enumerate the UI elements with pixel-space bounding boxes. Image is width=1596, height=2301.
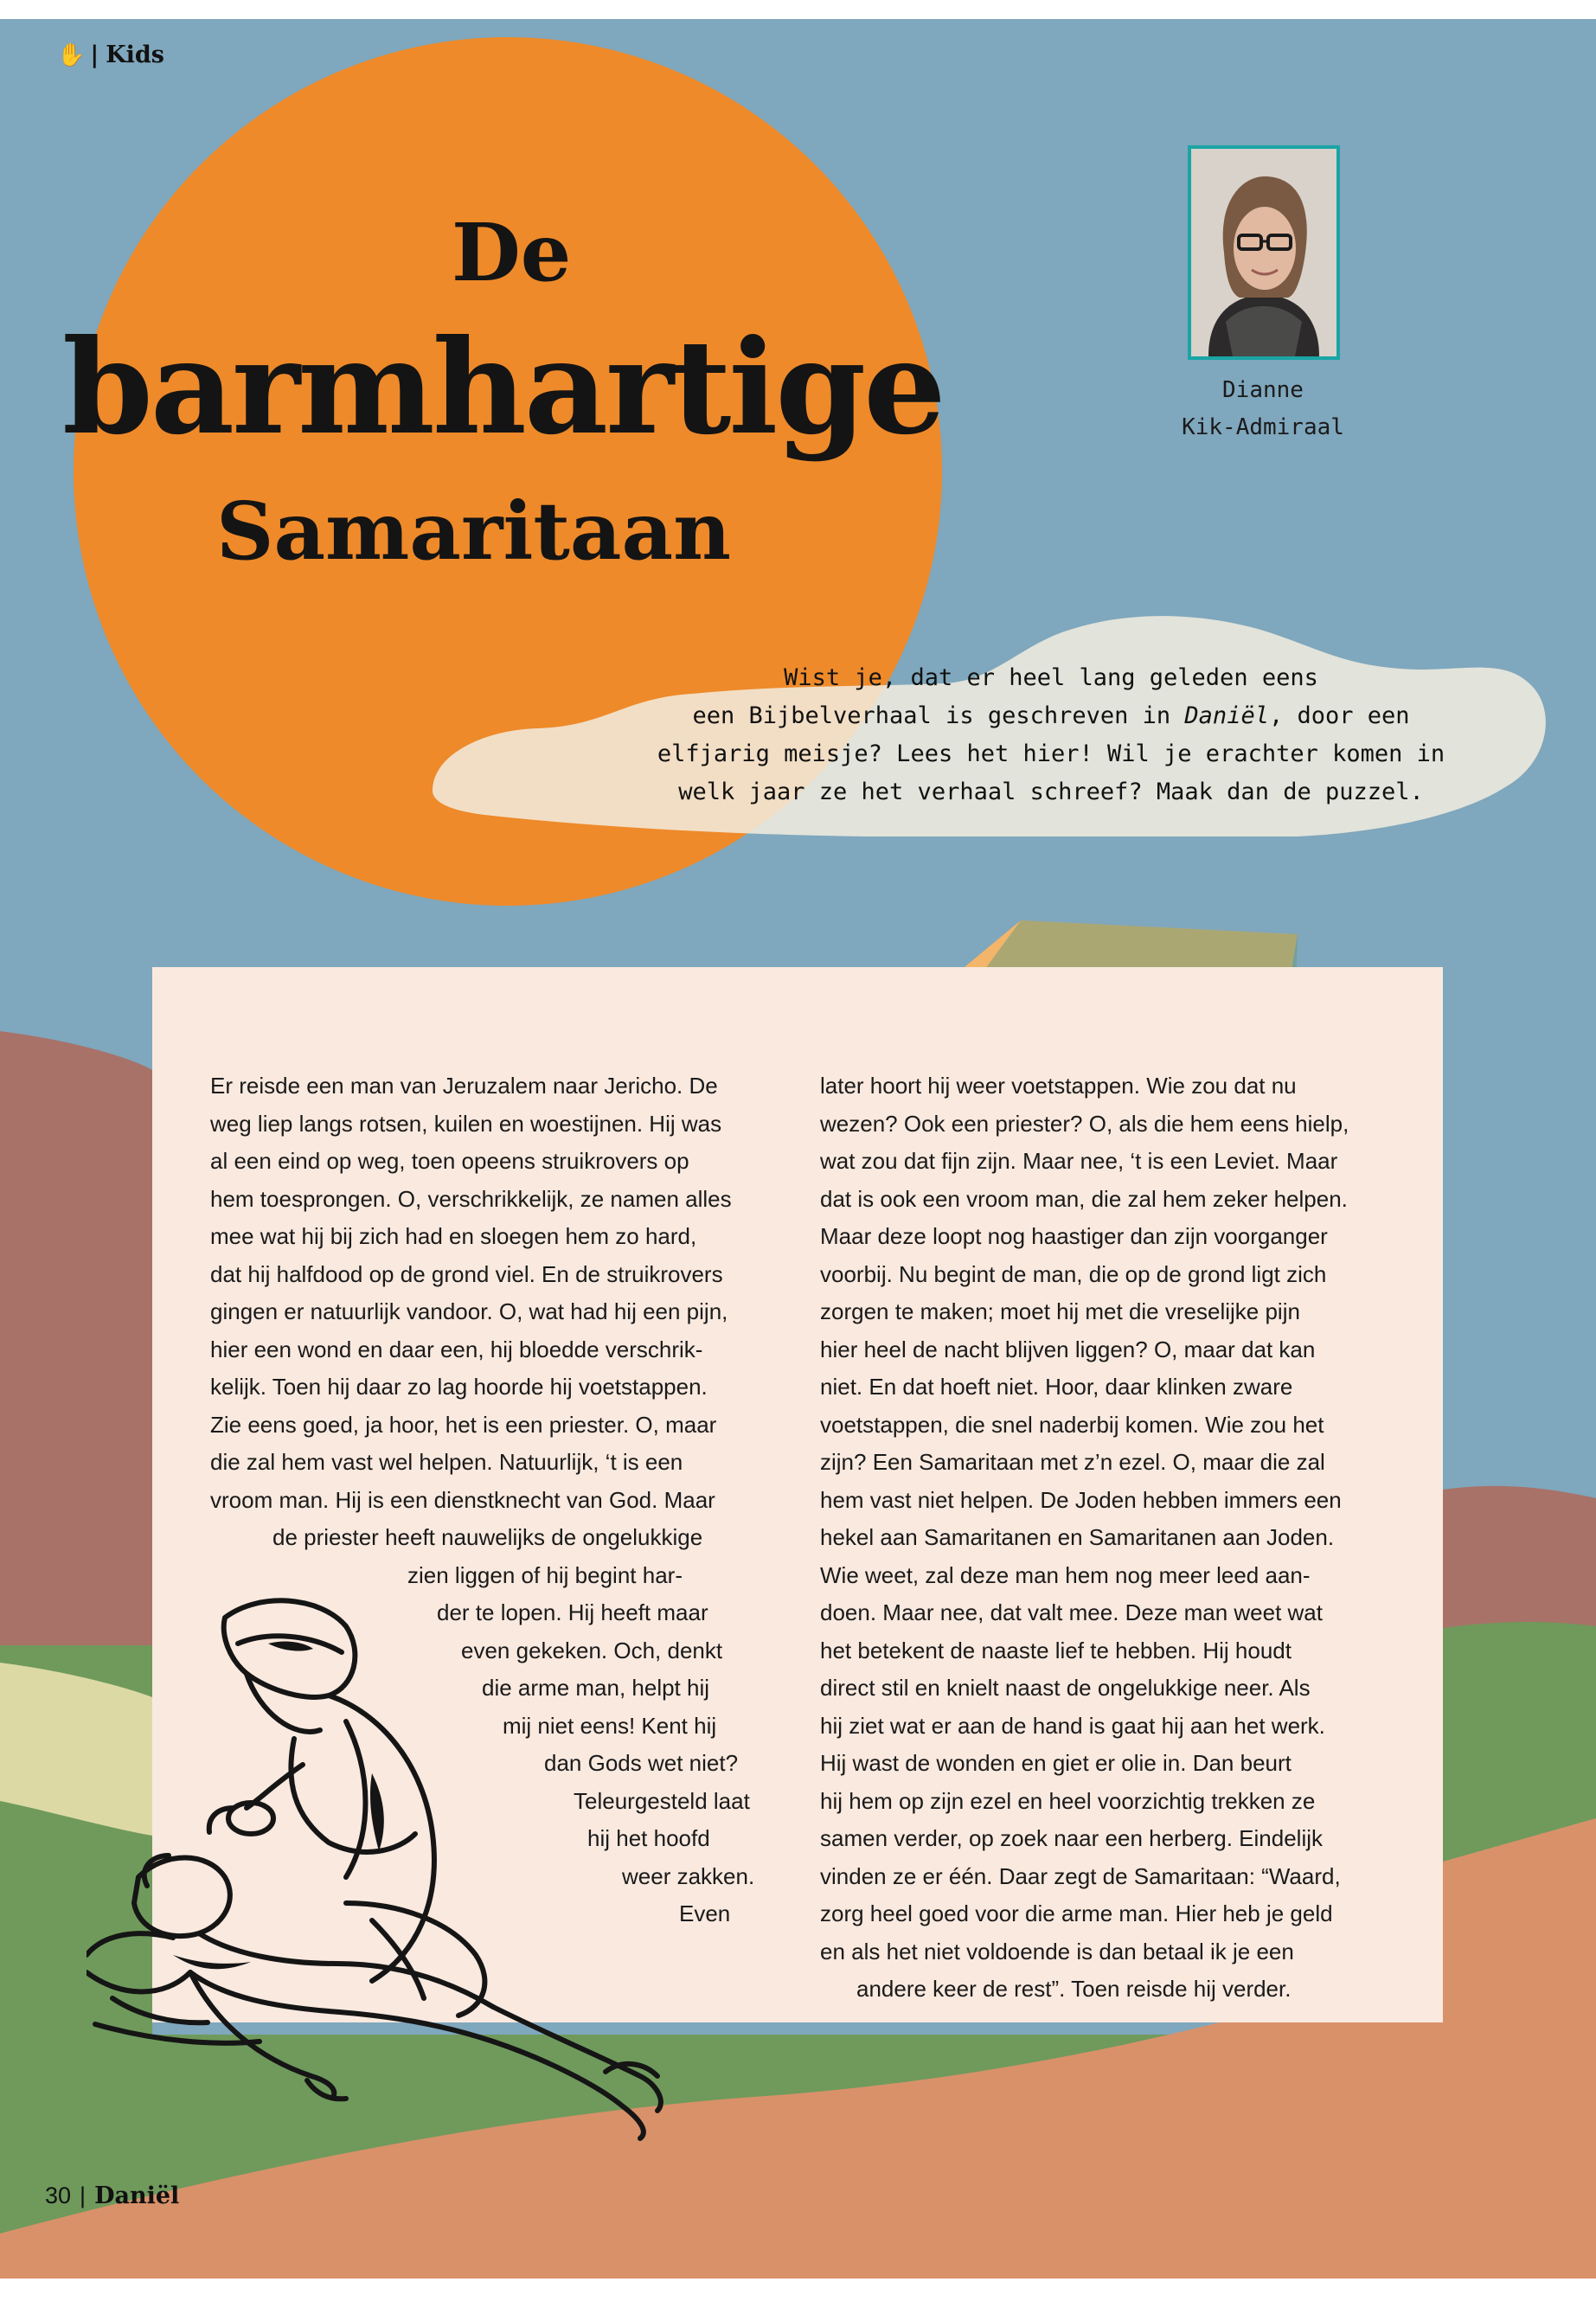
story-line: gingen er natuurlijk vandoor. O, wat had hij een pijn, <box>210 1298 728 1324</box>
intro-text: Wist je, dat er heel lang geleden eens een Bijbelverhaal is geschreven in Daniël, door een elfjarig meisje? Lees het hier! Wil je erachter komen in welk jaar ze het verhaal schreef? Maak dan de puzzel. <box>657 664 1445 805</box>
title-line-1: De <box>452 206 572 299</box>
story-line: weer zakken. <box>622 1862 755 1889</box>
story-line: de priester heeft nauwelijks de ongelukkige <box>272 1524 703 1550</box>
story-line: later hoort hij weer voetstappen. Wie zou dat nu <box>820 1073 1297 1099</box>
story-line: zorgen te maken; moet hij met die vreselijke pijn <box>820 1298 1300 1324</box>
story-line: hier heel de nacht blijven liggen? O, maar dat kan <box>820 1336 1316 1362</box>
story-line: hij het hoofd <box>587 1825 710 1851</box>
author-name <box>1142 372 1384 446</box>
author-first-name: Dianne <box>1222 377 1304 403</box>
story-line: kelijk. Toen hij daar zo lag hoorde hij voetstappen. <box>210 1374 708 1400</box>
title-line-2: barmhartige <box>62 311 944 464</box>
page-number: 30 <box>45 2182 72 2208</box>
magazine-name: Daniël <box>94 2182 180 2209</box>
story-line: samen verder, op zoek naar een herberg. Eindelijk <box>820 1825 1324 1851</box>
story-line: hekel aan Samaritanen en Samaritanen aan Joden. <box>820 1524 1335 1550</box>
story-line: weg liep langs rotsen, kuilen en woestijnen. Hij was <box>210 1110 722 1137</box>
story-line: zien liggen of hij begint har- <box>407 1561 683 1588</box>
story-line: dat hij halfdood op de grond viel. En de struikrovers <box>210 1260 723 1287</box>
story-line: voetstappen, die snel naderbij komen. Wie zou het <box>820 1411 1324 1438</box>
story-line: die arme man, helpt hij <box>482 1675 710 1701</box>
story-line: vinden ze er één. Daar zegt de Samaritaan: “Waard, <box>820 1862 1341 1889</box>
story-line: Er reisde een man van Jeruzalem naar Jericho. De <box>210 1073 718 1099</box>
story-line: hier een wond en daar een, hij bloedde verschrik- <box>210 1336 703 1362</box>
section-name: Kids <box>106 42 165 68</box>
story-line: hem toesprongen. O, verschrikkelijk, ze namen alles <box>210 1185 732 1212</box>
story-line: die zal hem vast wel helpen. Natuurlijk, ‘t is een <box>210 1449 683 1475</box>
story-line: hij ziet wat er aan de hand is gaat hij aan het werk. <box>820 1712 1325 1739</box>
story-line: wat zou dat fijn zijn. Maar nee, ‘t is een Leviet. Maar <box>820 1148 1338 1174</box>
story-line: even gekeken. Och, denkt <box>461 1637 723 1663</box>
story-line: en als het niet voldoende is dan betaal ik je een <box>820 1938 1294 1965</box>
story-line: al een eind op weg, toen opeens struikrovers op <box>210 1148 689 1174</box>
story-line: doen. Maar nee, dat valt mee. Deze man weet wat <box>820 1599 1323 1625</box>
page-footer: 30 | Daniël <box>45 2182 180 2209</box>
story-line: wezen? Ook een priester? O, als die hem eens hielp, <box>820 1110 1349 1137</box>
story-line: zijn? Een Samaritaan met z’n ezel. O, maar die zal <box>820 1449 1325 1475</box>
story-line: hem vast niet helpen. De Joden hebben immers een <box>820 1486 1342 1513</box>
story-line: Hij wast de wonden en giet er olie in. Dan beurt <box>820 1750 1292 1776</box>
story-line: het betekent de naaste lief te hebben. Hij houdt <box>820 1637 1292 1663</box>
author-photo <box>1188 145 1340 360</box>
hand-icon: ✋ <box>57 42 86 68</box>
story-line: andere keer de rest”. Toen reisde hij verder. <box>856 1976 1292 2002</box>
story-line: mee wat hij bij zich had en sloegen hem zo hard, <box>210 1223 697 1249</box>
story-line: zorg heel goed voor die arme man. Hier heb je geld <box>820 1900 1333 1926</box>
story-line: Wie weet, zal deze man hem nog meer leed aan- <box>820 1561 1311 1588</box>
story-line: Maar deze loopt nog haastiger dan zijn voorganger <box>820 1223 1328 1249</box>
samaritan-illustration <box>87 1592 848 2145</box>
story-line: Zie eens goed, ja hoor, het is een priester. O, maar <box>210 1411 717 1438</box>
story-line: Even <box>679 1900 731 1926</box>
story-line: dan Gods wet niet? <box>544 1750 739 1776</box>
section-label: ✋ | Kids <box>57 42 165 68</box>
story-line: der te lopen. Hij heeft maar <box>437 1599 708 1625</box>
story-line: dat is ook een vroom man, die zal hem zeker helpen. <box>820 1185 1348 1212</box>
author-last-name: Kik-Admiraal <box>1182 414 1344 440</box>
red-hill <box>0 1031 152 1663</box>
story-line: direct stil en knielt naast de ongelukkige neer. Als <box>820 1675 1311 1701</box>
story-line: Teleurgesteld laat <box>574 1787 750 1814</box>
story-line: niet. En dat hoeft niet. Hoor, daar klinken zware <box>820 1374 1293 1400</box>
story-line: hij hem op zijn ezel en heel voorzichtig trekken ze <box>820 1787 1316 1814</box>
title-line-3: Samaritaan <box>216 484 732 578</box>
story-column-right <box>820 1067 1391 2009</box>
red-hill-right <box>1443 1486 1596 1645</box>
story-line: vroom man. Hij is een dienstknecht van God. Maar <box>210 1486 715 1513</box>
portrait-image <box>1191 149 1336 356</box>
story-line: mij niet eens! Kent hij <box>503 1712 717 1739</box>
story-line: voorbij. Nu begint de man, die op de grond ligt zich <box>820 1260 1327 1287</box>
